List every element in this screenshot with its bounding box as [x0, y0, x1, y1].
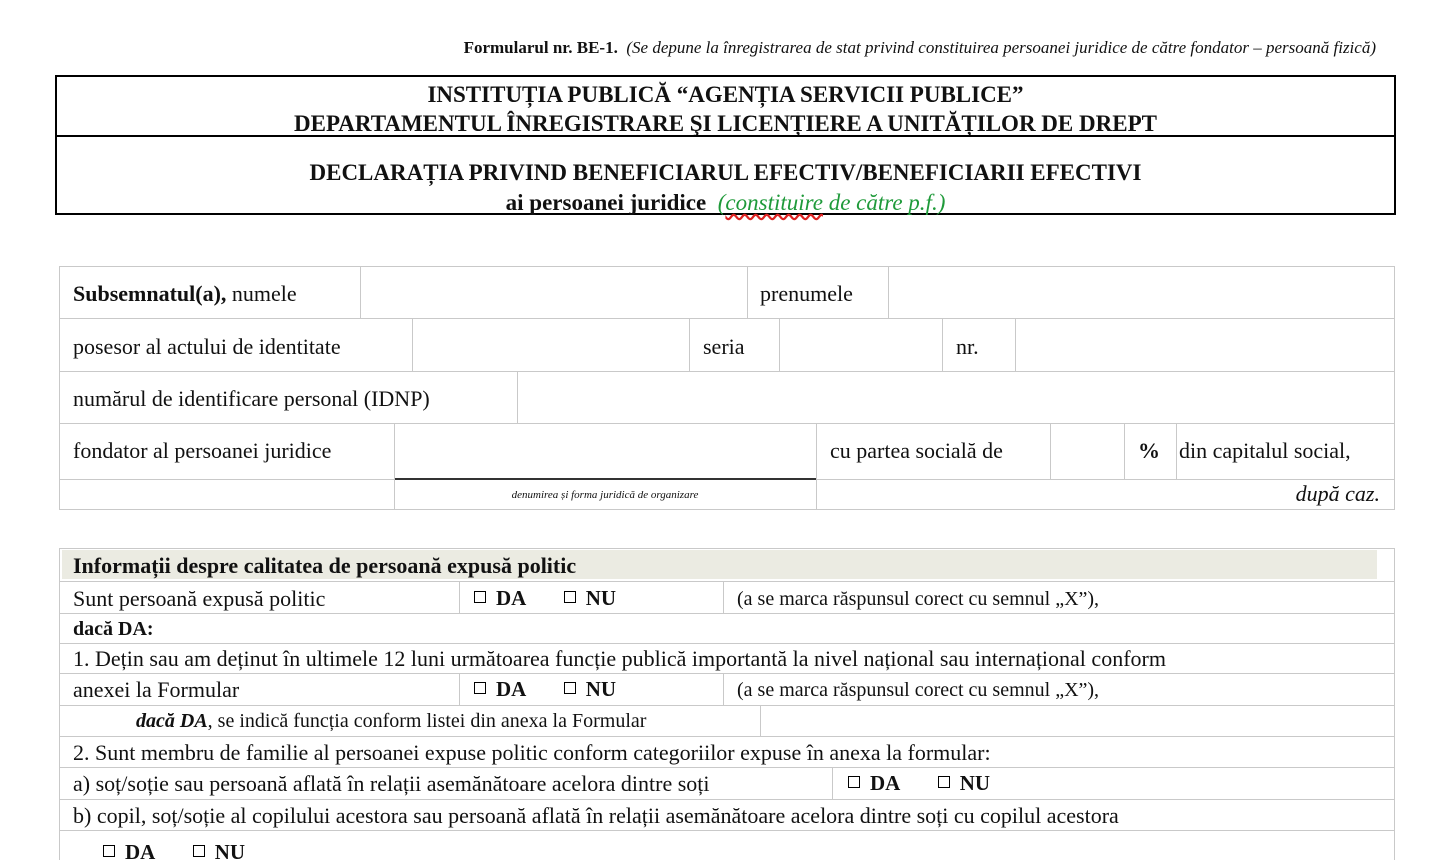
seria-field[interactable] — [780, 320, 941, 370]
item1-cont: anexei la Formular — [73, 677, 240, 702]
item2b-text: b) copil, soț/soție al copilului acestora sau persoană aflată în relații asemănătoare acelora dintre soți cu copilul acestora — [73, 803, 1119, 828]
partea-sociala-field[interactable] — [1051, 425, 1123, 477]
functie-field[interactable] — [761, 706, 1393, 735]
institution-box — [55, 75, 1396, 137]
act-identitate-field[interactable] — [413, 320, 688, 370]
item2b-da-checkbox[interactable]: DA — [103, 840, 154, 864]
item1-options — [474, 677, 616, 702]
pep-nu-checkbox[interactable]: NU — [564, 586, 616, 610]
constituire-word: constituire — [725, 190, 823, 215]
item1-da-checkbox[interactable]: DA — [474, 677, 525, 701]
form-note: (Se depune la înregistrarea de stat privind constituirea persoanei juridice de către fondator – persoană fizică) — [626, 38, 1376, 57]
item2a-da-checkbox[interactable]: DA — [848, 771, 899, 795]
item1-nu-checkbox[interactable]: NU — [564, 677, 616, 701]
partea-sociala-label: cu partea socială de — [830, 438, 1003, 463]
item2a-text: a) soț/soție sau persoană aflată în relații asemănătoare acelora dintre soți — [73, 771, 710, 796]
item2b-nu-checkbox[interactable]: NU — [193, 840, 245, 864]
form-number: Formularul nr. BE-1. — [463, 38, 618, 57]
item2-text: 2. Sunt membru de familie al persoanei expuse politic conform categoriilor expuse în anexa la formular: — [73, 740, 991, 765]
item1-marca-note: (a se marca răspunsul corect cu semnul „X”), — [737, 679, 1100, 701]
declaration-title: DECLARAȚIA PRIVIND BENEFICIARUL EFECTIV/BENEFICIARII EFECTIVI — [309, 160, 1142, 185]
posesor-label: posesor al actului de identitate — [73, 334, 341, 359]
institution-title: INSTITUȚIA PUBLICĂ “AGENȚIA SERVICII PUBLICE” — [427, 82, 1024, 107]
pep-options — [474, 586, 616, 611]
seria-label: seria — [703, 334, 745, 359]
daca-da-functie: dacă DA, se indică funcția conform listei din anexa la Formular — [136, 710, 647, 732]
subsemnatul-label: Subsemnatul(a), numele — [73, 281, 297, 306]
form-header — [0, 38, 1376, 58]
nr-field[interactable] — [1016, 320, 1393, 370]
sunt-pep-label: Sunt persoană expusă politic — [73, 586, 326, 611]
idnp-field[interactable] — [518, 373, 1393, 422]
dupa-caz-label: după caz. — [1295, 481, 1380, 506]
daca-da-label: dacă DA: — [73, 618, 154, 640]
declaration-subtitle: ai persoanei juridice (constituire de către p.f.) — [505, 190, 946, 215]
denumire-hint: denumirea și forma juridică de organizare — [511, 489, 699, 501]
numele-field[interactable] — [361, 268, 746, 317]
persoana-juridica-field[interactable] — [395, 425, 815, 477]
nr-label: nr. — [956, 334, 979, 359]
capital-label: din capitalul social, — [1179, 438, 1351, 463]
declaration-box — [55, 135, 1396, 215]
department-title: DEPARTAMENTUL ÎNREGISTRARE ŞI LICENȚIERE A UNITĂȚILOR DE DREPT — [294, 111, 1157, 136]
percent-sign: % — [1138, 438, 1160, 463]
pep-heading: Informații despre calitatea de persoană expusă politic — [73, 553, 577, 578]
item2b-options — [103, 840, 245, 865]
fondator-label: fondator al persoanei juridice — [73, 438, 332, 463]
pep-da-checkbox[interactable]: DA — [474, 586, 525, 610]
idnp-label: numărul de identificare personal (IDNP) — [73, 386, 430, 411]
item1-text: 1. Dețin sau am deținut în ultimele 12 luni următoarea funcție publică importantă la nivel național sau internațional conform — [73, 646, 1166, 671]
item2a-options — [848, 771, 990, 796]
prenumele-field[interactable] — [889, 268, 1393, 317]
prenumele-label: prenumele — [760, 281, 853, 306]
pep-marca-note: (a se marca răspunsul corect cu semnul „X”), — [737, 588, 1100, 610]
item2a-nu-checkbox[interactable]: NU — [938, 771, 990, 795]
